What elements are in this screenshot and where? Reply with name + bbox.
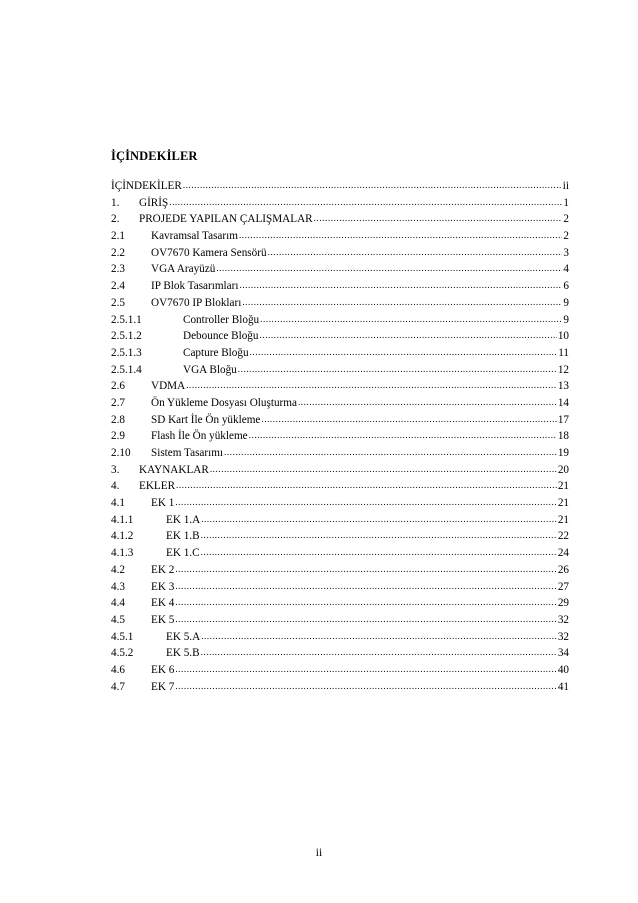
- toc-entry[interactable]: [111, 195, 569, 212]
- toc-entry-number: 2.5.1.1: [111, 313, 142, 326]
- toc-dot-leader: [298, 394, 557, 411]
- toc-entry-page: 40: [557, 663, 569, 676]
- toc-entry[interactable]: [111, 378, 569, 395]
- toc-entry-title: EK 1.C: [166, 547, 200, 560]
- toc-entry-title: Capture Bloğu: [183, 346, 249, 359]
- toc-entry-number: 4.5.1: [111, 630, 134, 643]
- toc-dot-leader: [169, 194, 562, 211]
- toc-dot-leader: [242, 294, 562, 311]
- toc-entry[interactable]: [111, 545, 569, 562]
- toc-entry-number: 4.1: [111, 497, 125, 510]
- toc-entry-title: IP Blok Tasarımları: [151, 280, 239, 293]
- toc-dot-leader: [175, 661, 557, 678]
- toc-entry-number: 2.7: [111, 396, 125, 409]
- toc-entry-page: 11: [558, 346, 569, 359]
- toc-entry-number: 2.4: [111, 280, 125, 293]
- toc-entry-page: 14: [557, 396, 569, 409]
- toc-dot-leader: [239, 277, 562, 294]
- toc-entry-page: 32: [557, 613, 569, 626]
- toc-entry[interactable]: [111, 211, 569, 228]
- toc-entry-title: EKLER: [139, 480, 176, 493]
- toc-entry[interactable]: [111, 528, 569, 545]
- toc-dot-leader: [249, 427, 557, 444]
- toc-entry-page: 24: [557, 547, 569, 560]
- toc-entry-title: EK 5.B: [166, 647, 200, 660]
- toc-entry-number: 4.6: [111, 663, 125, 676]
- toc-dot-leader: [250, 344, 558, 361]
- toc-list: [111, 178, 569, 695]
- toc-entry-title: VGA Bloğu: [183, 363, 237, 376]
- toc-entry-page: 4: [563, 263, 569, 276]
- toc-entry-page: 21: [557, 513, 569, 526]
- toc-entry-number: 2.9: [111, 430, 125, 443]
- toc-entry-number: 2.5: [111, 296, 125, 309]
- toc-dot-leader: [186, 377, 557, 394]
- toc-entry-title: VGA Arayüzü: [151, 263, 216, 276]
- toc-dot-leader: [201, 527, 557, 544]
- toc-entry-number: 4.5: [111, 613, 125, 626]
- toc-entry-title: Ön Yükleme Dosyası Oluşturma: [151, 396, 297, 409]
- toc-dot-leader: [175, 678, 557, 695]
- toc-entry-number: 2.6: [111, 380, 125, 393]
- toc-entry-page: 22: [557, 530, 569, 543]
- toc-entry[interactable]: [111, 495, 569, 512]
- toc-entry[interactable]: [111, 662, 569, 679]
- toc-entry[interactable]: [111, 278, 569, 295]
- toc-entry-title: Kavramsal Tasarım: [151, 230, 238, 243]
- toc-entry-title: EK 1.A: [166, 513, 201, 526]
- toc-entry-number: 2.10: [111, 447, 131, 459]
- toc-entry-number: 2.2: [111, 246, 125, 259]
- toc-entry-page: 29: [557, 597, 569, 610]
- toc-entry-page: 20: [557, 463, 569, 476]
- toc-entry[interactable]: [111, 445, 569, 462]
- toc-entry[interactable]: [111, 612, 569, 629]
- toc-entry-number: 4.2: [111, 563, 125, 576]
- toc-dot-leader: [201, 511, 557, 528]
- toc-entry-page: ii: [562, 180, 569, 192]
- toc-entry[interactable]: [111, 245, 569, 262]
- toc-entry[interactable]: [111, 395, 569, 412]
- toc-entry-page: 21: [557, 497, 569, 510]
- toc-entry-number: 2.5.1.3: [111, 346, 142, 359]
- toc-entry-page: 12: [557, 363, 569, 376]
- toc-entry-page: 19: [557, 447, 569, 459]
- toc-entry[interactable]: [111, 679, 569, 696]
- toc-entry[interactable]: [111, 261, 569, 278]
- toc-entry-title: OV7670 IP Blokları: [151, 296, 242, 309]
- toc-dot-leader: [261, 411, 556, 428]
- toc-entry-number: 4.1.3: [111, 547, 134, 560]
- toc-entry-page: 9: [563, 313, 569, 326]
- toc-entry-page: 21: [557, 480, 569, 493]
- toc-entry[interactable]: [111, 478, 569, 495]
- toc-entry[interactable]: [111, 328, 569, 345]
- toc-entry-page: 9: [563, 296, 569, 309]
- toc-entry-title: EK 1: [151, 497, 175, 510]
- toc-dot-leader: [238, 361, 557, 378]
- toc-entry-title: EK 2: [151, 563, 175, 576]
- toc-dot-leader: [260, 311, 562, 328]
- toc-entry-title: EK 1.B: [166, 530, 200, 543]
- toc-entry[interactable]: [111, 412, 569, 429]
- toc-entry-page: 26: [557, 563, 569, 576]
- toc-entry-page: 34: [557, 647, 569, 660]
- toc-entry[interactable]: [111, 562, 569, 579]
- toc-entry[interactable]: [111, 228, 569, 245]
- toc-entry-title: EK 3: [151, 580, 175, 593]
- toc-entry-number: 4.: [111, 480, 120, 493]
- toc-dot-leader: [216, 260, 562, 277]
- toc-entry-title: Controller Bloğu: [183, 313, 260, 326]
- toc-entry-number: 2.3: [111, 263, 125, 276]
- toc-entry-number: 2.5.1.4: [111, 363, 142, 376]
- toc-dot-leader: [224, 444, 557, 461]
- toc-dot-leader: [201, 644, 557, 661]
- toc-entry-title: EK 4: [151, 597, 175, 610]
- toc-entry-number: 2.5.1.2: [111, 330, 142, 343]
- toc-entry-number: 2.1: [111, 230, 125, 243]
- toc-entry-page: 1: [563, 196, 569, 209]
- toc-entry-page: 6: [563, 280, 569, 293]
- toc-entry-title: Flash İle Ön yükleme: [151, 430, 248, 443]
- toc-entry-title: SD Kart İle Ön yükleme: [151, 413, 261, 426]
- toc-dot-leader: [176, 477, 557, 494]
- toc-entry-title: PROJEDE YAPILAN ÇALIŞMALAR: [139, 213, 313, 226]
- toc-entry-number: 1.: [111, 196, 120, 209]
- toc-entry-title: Debounce Bloğu: [183, 330, 259, 343]
- toc-dot-leader: [201, 628, 557, 645]
- toc-entry[interactable]: [111, 629, 569, 646]
- toc-entry-page: 2: [563, 213, 569, 226]
- toc-dot-leader: [239, 227, 562, 244]
- toc-entry-page: 17: [557, 413, 569, 426]
- toc-entry-title: KAYNAKLAR: [139, 463, 209, 476]
- toc-entry-page: 27: [557, 580, 569, 593]
- toc-dot-leader: [201, 544, 557, 561]
- toc-dot-leader: [314, 210, 563, 227]
- page-number: ii: [315, 847, 323, 859]
- toc-entry-page: 13: [557, 380, 569, 393]
- toc-entry-title: EK 7: [151, 680, 175, 693]
- toc-entry[interactable]: [111, 595, 569, 612]
- toc-entry[interactable]: [111, 428, 569, 445]
- toc-entry[interactable]: [111, 462, 569, 479]
- toc-entry[interactable]: [111, 312, 569, 329]
- toc-entry-number: 4.7: [111, 680, 125, 693]
- toc-entry-page: 2: [563, 230, 569, 243]
- toc-entry-number: 4.4: [111, 597, 125, 610]
- toc-entry-page: 18: [557, 430, 569, 443]
- toc-entry-title: EK 5: [151, 613, 175, 626]
- toc-entry-page: 41: [557, 680, 569, 693]
- toc-dot-leader: [175, 561, 557, 578]
- toc-dot-leader: [175, 611, 557, 628]
- toc-entry-title: VDMA: [151, 380, 186, 393]
- toc-entry-title: Sistem Tasarımı: [151, 447, 224, 459]
- toc-dot-leader: [175, 494, 557, 511]
- toc-entry-page: 10: [557, 330, 569, 343]
- toc-entry-page: 3: [563, 246, 569, 259]
- toc-entry[interactable]: [111, 645, 569, 662]
- toc-entry-number: 4.5.2: [111, 647, 134, 660]
- toc-dot-leader: [175, 578, 557, 595]
- toc-entry-number: 4.1.1: [111, 513, 134, 526]
- toc-entry-title: GİRİŞ: [139, 196, 169, 209]
- toc-entry[interactable]: [111, 295, 569, 312]
- toc-entry-page: 32: [557, 630, 569, 643]
- toc-entry-title: İÇİNDEKİLER: [111, 180, 182, 192]
- toc-dot-leader: [183, 177, 562, 194]
- toc-entry-number: 4.3: [111, 580, 125, 593]
- toc-heading: İÇİNDEKİLER: [111, 149, 198, 163]
- toc-entry[interactable]: [111, 579, 569, 596]
- toc-entry-number: 3.: [111, 463, 120, 476]
- toc-entry[interactable]: [111, 362, 569, 379]
- toc-entry-title: EK 5.A: [166, 630, 201, 643]
- toc-dot-leader: [260, 327, 557, 344]
- toc-entry-number: 2.: [111, 213, 120, 226]
- toc-entry-number: 4.1.2: [111, 530, 134, 543]
- toc-dot-leader: [210, 461, 557, 478]
- toc-dot-leader: [175, 594, 557, 611]
- toc-entry[interactable]: [111, 345, 569, 362]
- toc-entry[interactable]: [111, 512, 569, 529]
- toc-entry[interactable]: [111, 178, 569, 195]
- toc-dot-leader: [268, 244, 563, 261]
- toc-entry-number: 2.8: [111, 413, 125, 426]
- toc-entry-title: EK 6: [151, 663, 175, 676]
- toc-entry-title: OV7670 Kamera Sensörü: [151, 246, 267, 259]
